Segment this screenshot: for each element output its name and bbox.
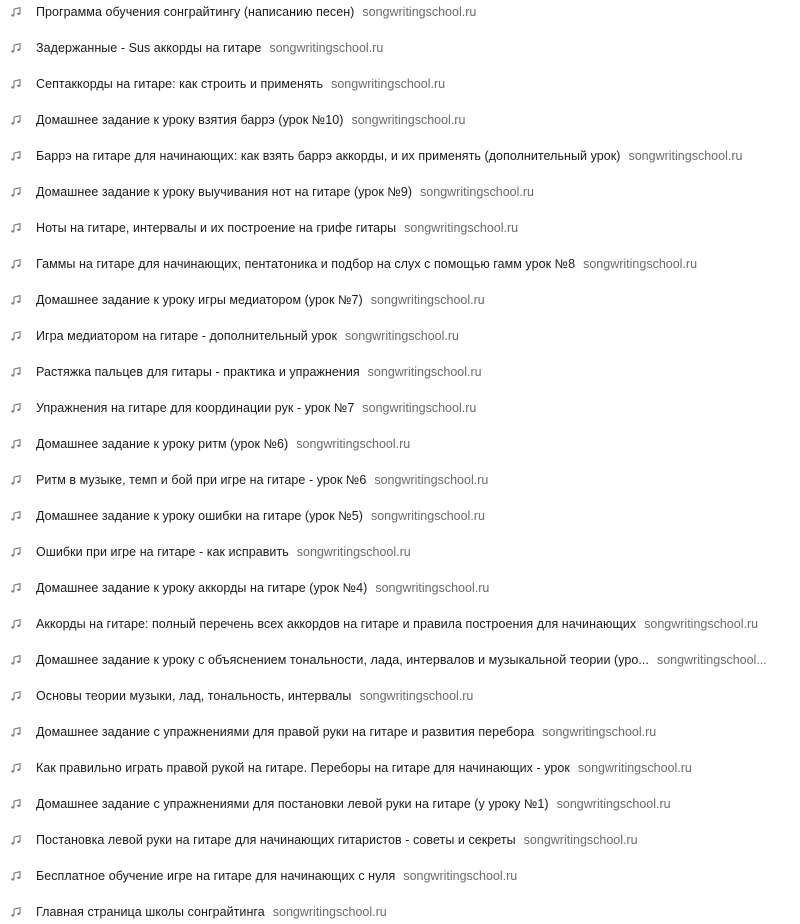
history-item[interactable] — [0, 648, 780, 672]
history-item-title: Ритм в музыке, темп и бой при игре на гитаре - урок №6 — [36, 473, 367, 487]
history-item-domain: songwritingschool.ru — [420, 185, 534, 199]
history-item-title: Упражнения на гитаре для координации рук - урок №7 — [36, 401, 355, 415]
history-item[interactable] — [0, 288, 780, 312]
music-note-icon — [10, 114, 22, 126]
music-note-icon — [10, 762, 22, 774]
history-item-title: Домашнее задание к уроку взятия баррэ (урок №10) — [36, 113, 344, 127]
history-item-domain: songwritingschool.ru — [375, 581, 490, 595]
history-item-text — [36, 720, 656, 744]
history-item-title: Ноты на гитаре, интервалы и их построение на грифе гитары — [36, 221, 397, 235]
history-item-domain: songwritingschool.ru — [359, 689, 474, 703]
history-item-domain: songwritingschool.ru — [269, 41, 384, 55]
history-item-domain: songwritingschool.ru — [362, 401, 477, 415]
history-item-text — [36, 504, 485, 528]
history-item-text — [36, 180, 534, 204]
history-item[interactable] — [0, 864, 780, 888]
history-item-domain: songwritingschool.ru — [370, 509, 485, 523]
history-item-title: Бесплатное обучение игре на гитаре для начинающих с нуля — [36, 869, 396, 883]
history-item-text — [36, 540, 411, 564]
history-item-title: Игра медиатором на гитаре - дополнительный урок — [36, 329, 338, 343]
history-item-title: Главная страница школы сонграйтинга — [36, 905, 265, 919]
history-item-domain: songwritingschool.ru — [351, 113, 466, 127]
music-note-icon — [10, 150, 22, 162]
history-item-text — [36, 576, 489, 600]
history-item-domain: songwritingschool.ru — [331, 77, 446, 91]
music-note-icon — [10, 438, 22, 450]
music-note-icon — [10, 258, 22, 270]
history-item-text — [36, 828, 638, 852]
history-item-domain: songwritingschool.ru — [296, 437, 411, 451]
music-note-icon — [10, 186, 22, 198]
history-item-title: Аккорды на гитаре: полный перечень всех аккордов на гитаре и правила построения для начинающих — [36, 617, 637, 631]
history-item-text — [36, 900, 387, 924]
history-item-text — [36, 288, 485, 312]
history-item-text — [36, 432, 410, 456]
music-note-icon — [10, 294, 22, 306]
music-note-icon — [10, 798, 22, 810]
music-note-icon — [10, 546, 22, 558]
history-item[interactable] — [0, 144, 780, 168]
music-note-icon — [10, 78, 22, 90]
history-item-domain: songwritingschool.ru — [367, 365, 482, 379]
history-item-title: Домашнее задание с упражнениями для постановки левой руки на гитаре (у уроку №1) — [36, 797, 549, 811]
history-item-title: Домашнее задание к уроку ошибки на гитаре (урок №5) — [36, 509, 363, 523]
history-item-text — [36, 756, 692, 780]
history-item-text — [36, 864, 517, 888]
history-item-text — [36, 396, 476, 420]
music-note-icon — [10, 618, 22, 630]
history-item[interactable] — [0, 216, 780, 240]
history-item[interactable] — [0, 684, 780, 708]
history-item-domain: songwritingschool.ru — [523, 833, 638, 847]
music-note-icon — [10, 330, 22, 342]
history-item[interactable] — [0, 0, 780, 24]
history-item-title: Задержанные - Sus аккорды на гитаре — [36, 41, 262, 55]
music-note-icon — [10, 402, 22, 414]
history-item-title: Ошибки при игре на гитаре - как исправить — [36, 545, 289, 559]
history-item-domain: songwritingschool.ru — [362, 5, 477, 19]
history-item[interactable] — [0, 540, 780, 564]
history-item-title: Домашнее задание с упражнениями для правой руки на гитаре и развития перебора — [36, 725, 535, 739]
history-item[interactable] — [0, 576, 780, 600]
history-item-text — [36, 324, 459, 348]
history-item-domain: songwritingschool.ru — [583, 257, 698, 271]
history-item[interactable] — [0, 36, 780, 60]
history-item-title: Растяжка пальцев для гитары - практика и упражнения — [36, 365, 360, 379]
history-item[interactable] — [0, 900, 780, 924]
history-item-text — [36, 648, 767, 672]
history-item[interactable] — [0, 252, 780, 276]
history-item-title: Постановка левой руки на гитаре для начинающих гитаристов - советы и секреты — [36, 833, 516, 847]
history-item-text — [36, 612, 758, 636]
history-item[interactable] — [0, 828, 780, 852]
history-item-domain: songwritingschool.ru — [345, 329, 459, 343]
history-item-title: Домашнее задание к уроку с объяснением тональности, лада, интервалов и музыкальной теории (уро... — [36, 653, 649, 667]
history-item-domain: songwritingschool.ru — [577, 761, 692, 775]
music-note-icon — [10, 222, 22, 234]
history-item-domain: songwritingschool.ru — [404, 221, 519, 235]
music-note-icon — [10, 582, 22, 594]
music-note-icon — [10, 510, 22, 522]
history-item[interactable] — [0, 468, 780, 492]
history-item-title: Баррэ на гитаре для начинающих: как взять баррэ аккорды, и их применять (дополнительный урок) — [36, 149, 621, 163]
history-item-domain: songwritingschool.ru — [628, 149, 743, 163]
history-item-title: Домашнее задание к уроку выучивания нот на гитаре (урок №9) — [36, 185, 413, 199]
history-item-domain: songwritingschool.ru — [542, 725, 657, 739]
music-note-icon — [10, 6, 22, 18]
music-note-icon — [10, 726, 22, 738]
music-note-icon — [10, 474, 22, 486]
history-item-text — [36, 36, 383, 60]
history-item-domain: songwritingschool.ru — [644, 617, 759, 631]
history-item-text — [36, 792, 671, 816]
history-item-domain: songwritingschool... — [656, 653, 767, 667]
music-note-icon — [10, 366, 22, 378]
music-note-icon — [10, 42, 22, 54]
history-item[interactable] — [0, 504, 780, 528]
music-note-icon — [10, 906, 22, 918]
history-item[interactable] — [0, 396, 780, 420]
history-item-domain: songwritingschool.ru — [403, 869, 518, 883]
music-note-icon — [10, 690, 22, 702]
history-item-title: Как правильно играть правой рукой на гитаре. Переборы на гитаре для начинающих - урок — [36, 761, 570, 775]
history-item-text — [36, 684, 473, 708]
music-note-icon — [10, 870, 22, 882]
history-item-title: Домашнее задание к уроку игры медиатором (урок №7) — [36, 293, 363, 307]
history-item[interactable] — [0, 324, 780, 348]
history-item-text — [36, 252, 697, 276]
music-note-icon — [10, 834, 22, 846]
history-item[interactable] — [0, 108, 780, 132]
history-item-title: Основы теории музыки, лад, тональность, интервалы — [36, 689, 352, 703]
music-note-icon — [10, 654, 22, 666]
history-item-title: Домашнее задание к уроку аккорды на гитаре (урок №4) — [36, 581, 368, 595]
history-item-text — [36, 144, 742, 168]
history-item-title: Гаммы на гитаре для начинающих, пентатоника и подбор на слух с помощью гамм урок №8 — [36, 257, 576, 271]
history-item-text — [36, 216, 518, 240]
history-item-domain: songwritingschool.ru — [370, 293, 485, 307]
history-item-title: Программа обучения сонграйтингу (написанию песен) — [36, 5, 355, 19]
history-item[interactable] — [0, 756, 780, 780]
history-item-domain: songwritingschool.ru — [296, 545, 411, 559]
history-item[interactable] — [0, 792, 780, 816]
history-item-domain: songwritingschool.ru — [272, 905, 387, 919]
history-item-text — [36, 360, 482, 384]
history-item-text — [36, 72, 445, 96]
history-item-text — [36, 0, 476, 24]
history-item-title: Домашнее задание к уроку ритм (урок №6) — [36, 437, 289, 451]
history-item[interactable] — [0, 432, 780, 456]
history-item[interactable] — [0, 720, 780, 744]
history-item[interactable] — [0, 612, 780, 636]
history-item[interactable] — [0, 180, 780, 204]
history-item[interactable] — [0, 72, 780, 96]
history-item-text — [36, 468, 488, 492]
history-item[interactable] — [0, 360, 780, 384]
history-item-domain: songwritingschool.ru — [556, 797, 671, 811]
history-item-domain: songwritingschool.ru — [374, 473, 489, 487]
history-item-text — [36, 108, 465, 132]
history-item-title: Септаккорды на гитаре: как строить и применять — [36, 77, 324, 91]
